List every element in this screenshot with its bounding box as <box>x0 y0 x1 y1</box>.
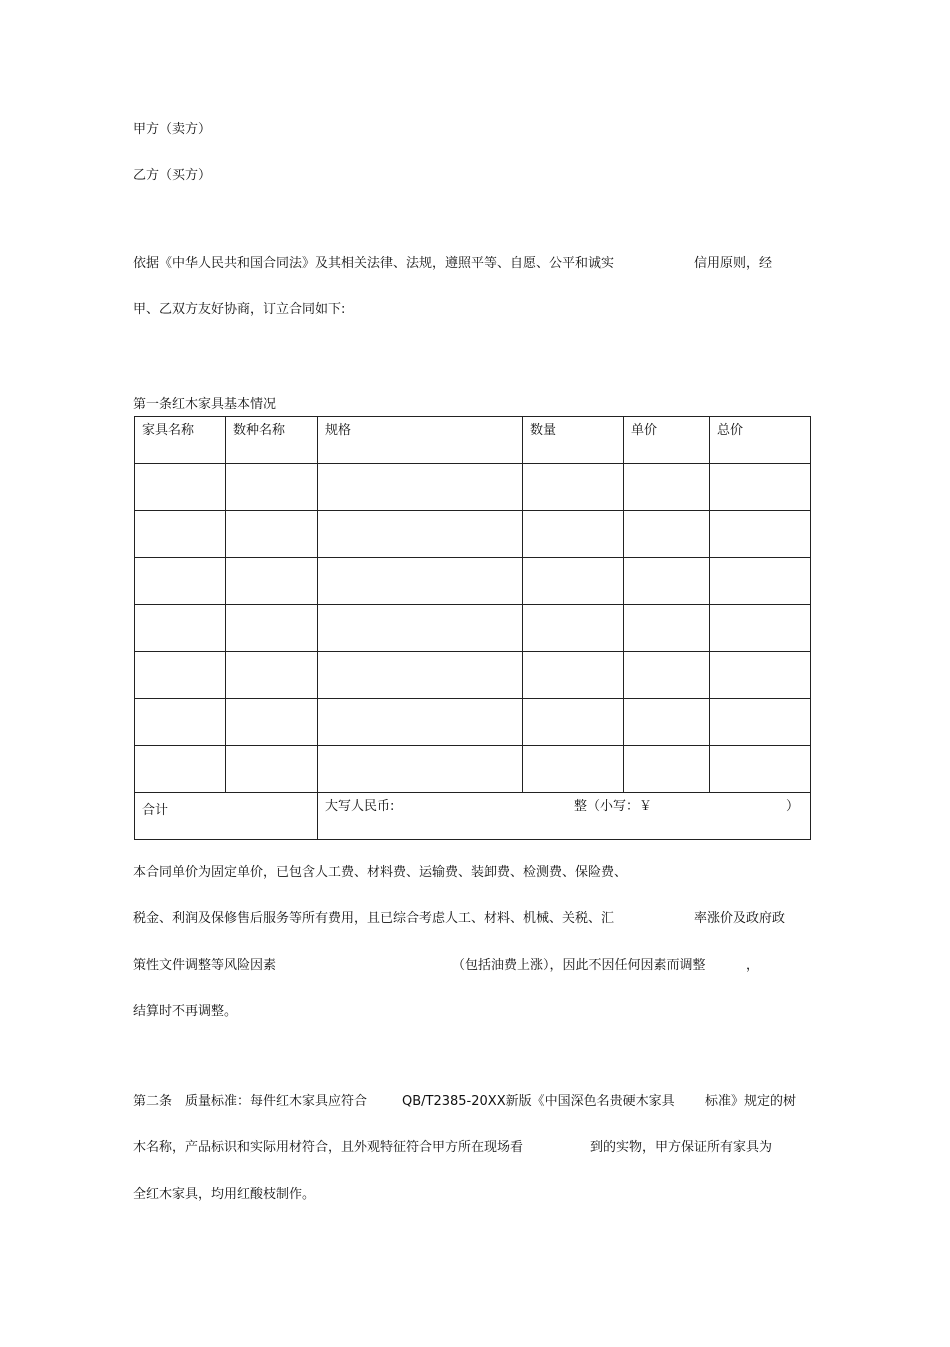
table-cell[interactable] <box>523 464 624 511</box>
table-cell[interactable] <box>624 746 710 793</box>
header-total-price: 总价 <box>717 423 744 438</box>
total-label-cell <box>135 793 318 840</box>
pricing-line-2b: 率涨价及政府政 <box>694 911 786 926</box>
table-row <box>135 511 811 558</box>
table-row <box>135 605 811 652</box>
amount-words-label: 大写人民币: <box>325 799 395 814</box>
table-cell[interactable] <box>710 652 811 699</box>
table-row <box>135 699 811 746</box>
table-cell[interactable] <box>710 511 811 558</box>
table-cell[interactable] <box>523 605 624 652</box>
table-cell[interactable] <box>624 605 710 652</box>
table-row <box>135 746 811 793</box>
total-label: 合计 <box>142 803 169 818</box>
table-row <box>135 558 811 605</box>
table-cell[interactable] <box>226 699 318 746</box>
furniture-table <box>134 416 811 840</box>
table-cell[interactable] <box>135 652 226 699</box>
total-amount-cell[interactable] <box>318 793 811 840</box>
table-cell[interactable] <box>318 746 523 793</box>
table-cell[interactable] <box>318 464 523 511</box>
pricing-line-3a: 策性文件调整等风险因素 <box>133 958 277 973</box>
table-cell[interactable] <box>624 652 710 699</box>
pricing-line-1: 本合同单价为固定单价，已包含人工费、材料费、运输费、装卸费、检测费、保险费、 <box>133 865 628 880</box>
table-cell[interactable] <box>318 558 523 605</box>
amount-whole-label: 整（小写：￥ <box>574 799 653 814</box>
article2-line-1c: 标准》规定的树 <box>705 1094 797 1109</box>
table-cell[interactable] <box>523 511 624 558</box>
header-wood-species: 数种名称 <box>233 423 286 438</box>
total-row <box>135 793 811 840</box>
intro-line-1a: 依据《中华人民共和国合同法》及其相关法律、法规，遵照平等、自愿、公平和诚实 <box>133 256 615 271</box>
intro-line-2: 甲、乙双方友好协商，订立合同如下: <box>133 302 346 317</box>
article2-line-3: 全红木家具，均用红酸枝制作。 <box>133 1187 316 1202</box>
table-cell[interactable] <box>624 699 710 746</box>
header-cell <box>318 417 523 464</box>
table-cell[interactable] <box>710 464 811 511</box>
pricing-line-4: 结算时不再调整。 <box>133 1004 238 1019</box>
table-cell[interactable] <box>624 511 710 558</box>
total-amount-area <box>318 793 810 839</box>
table-cell[interactable] <box>226 464 318 511</box>
table-row <box>135 464 811 511</box>
pricing-line-3b: （包括油费上涨），因此不因任何因素而调整 <box>452 958 706 973</box>
table-cell[interactable] <box>523 699 624 746</box>
table-cell[interactable] <box>624 558 710 605</box>
table-cell[interactable] <box>135 511 226 558</box>
header-furniture-name: 家具名称 <box>142 423 195 438</box>
table-cell[interactable] <box>226 558 318 605</box>
pricing-line-3c: ， <box>746 958 760 973</box>
header-cell <box>624 417 710 464</box>
table-cell[interactable] <box>318 652 523 699</box>
table-cell[interactable] <box>523 652 624 699</box>
amount-close-paren: ） <box>786 799 800 814</box>
table-header-row <box>135 417 811 464</box>
article1-title: 第一条红木家具基本情况 <box>133 397 277 412</box>
table-cell[interactable] <box>523 558 624 605</box>
pricing-line-2a: 税金、利润及保修售后服务等所有费用，且已综合考虑人工、材料、机械、关税、汇 <box>133 911 615 926</box>
table-cell[interactable] <box>226 652 318 699</box>
table-cell[interactable] <box>624 464 710 511</box>
header-cell <box>523 417 624 464</box>
table-cell[interactable] <box>318 511 523 558</box>
table-cell[interactable] <box>135 558 226 605</box>
table-cell[interactable] <box>135 699 226 746</box>
article2-line-1a: 第二条 质量标准：每件红木家具应符合 <box>133 1094 368 1109</box>
seller-party-label: 甲方（卖方） <box>133 122 212 137</box>
header-cell <box>226 417 318 464</box>
table-cell[interactable] <box>135 746 226 793</box>
header-quantity: 数量 <box>530 423 557 438</box>
table-cell[interactable] <box>226 511 318 558</box>
table-cell[interactable] <box>226 605 318 652</box>
header-cell <box>135 417 226 464</box>
article2-line-1b: QB/T2385-20XX新版《中国深色名贵硬木家具 <box>402 1094 675 1109</box>
table-cell[interactable] <box>710 558 811 605</box>
table-cell[interactable] <box>318 699 523 746</box>
header-spec: 规格 <box>325 423 352 438</box>
intro-line-1b: 信用原则，经 <box>694 256 773 271</box>
table-cell[interactable] <box>226 746 318 793</box>
header-unit-price: 单价 <box>631 423 658 438</box>
table-cell[interactable] <box>318 605 523 652</box>
table-cell[interactable] <box>710 699 811 746</box>
table-cell[interactable] <box>523 746 624 793</box>
table-cell[interactable] <box>710 746 811 793</box>
buyer-party-label: 乙方（买方） <box>133 168 212 183</box>
header-cell <box>710 417 811 464</box>
table-row <box>135 652 811 699</box>
article2-line-2b: 到的实物，甲方保证所有家具为 <box>590 1140 773 1155</box>
table-cell[interactable] <box>710 605 811 652</box>
table-cell[interactable] <box>135 605 226 652</box>
table-cell[interactable] <box>135 464 226 511</box>
article2-line-2a: 木名称，产品标识和实际用材符合，且外观特征符合甲方所在现场看 <box>133 1140 524 1155</box>
